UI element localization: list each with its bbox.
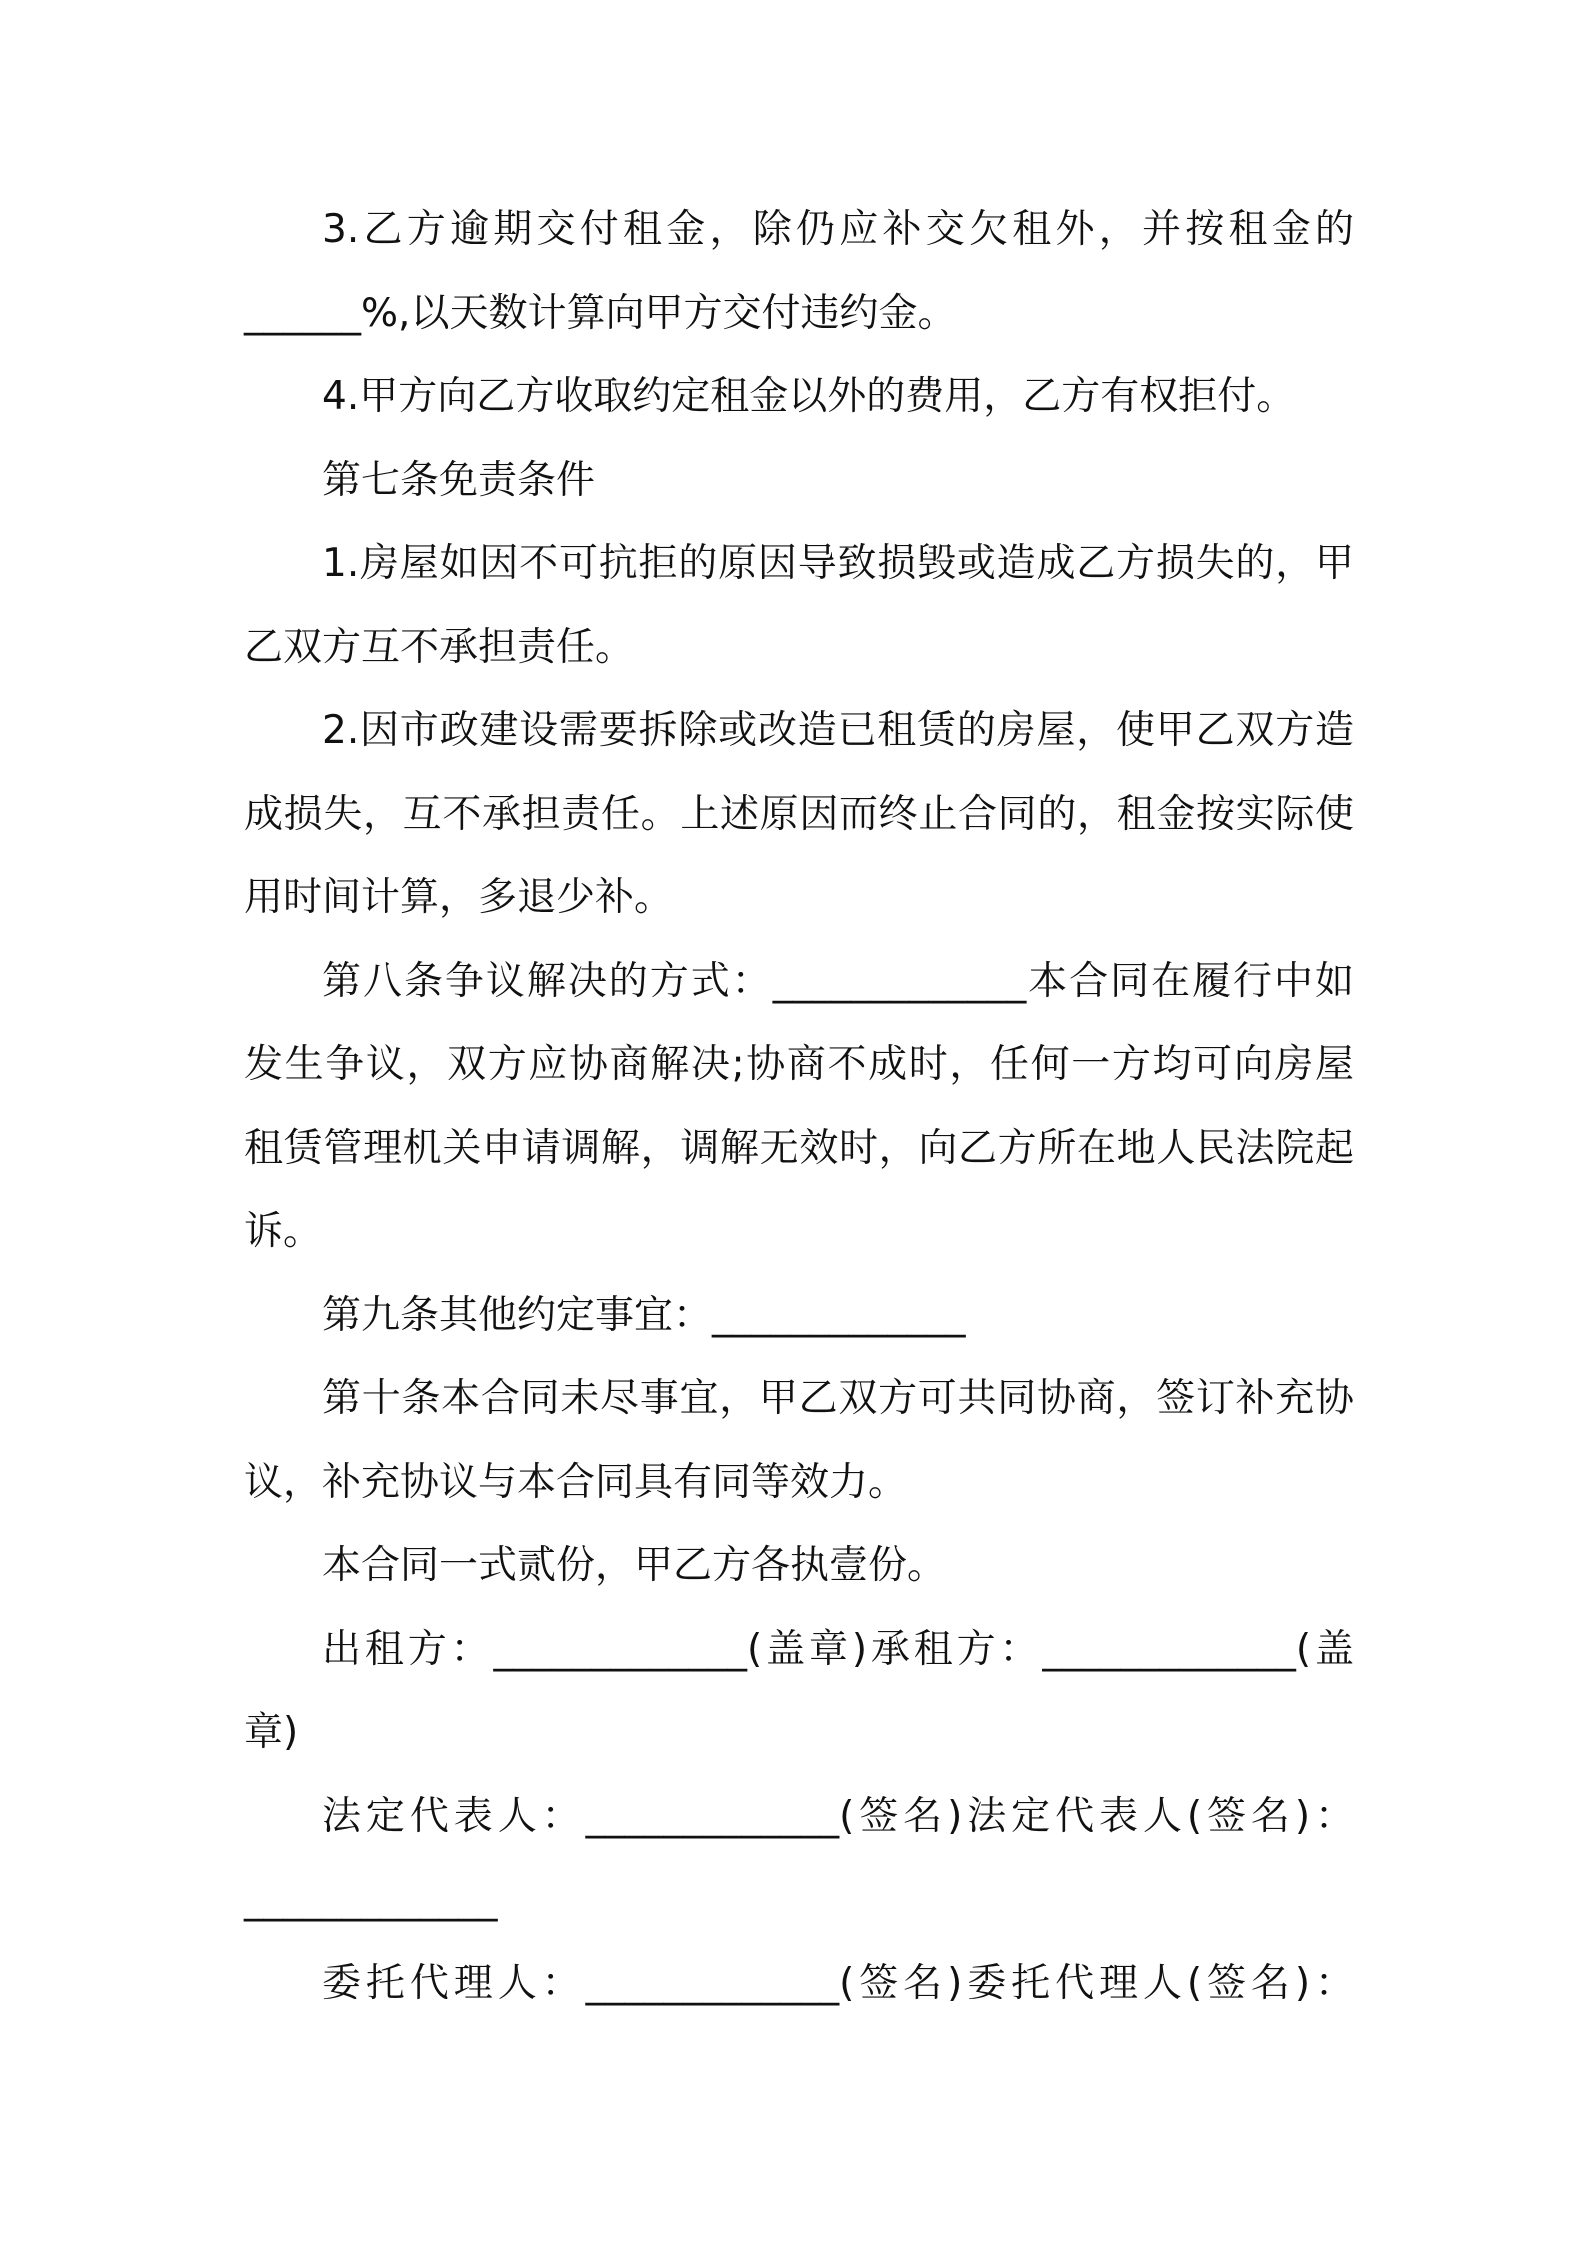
authorized-agent-signature-line-1: 委托代理人：_____________(签名)委托代理人(签名)： [322,1960,1354,2006]
item-4-extra-fee-line-1: 4.甲方向乙方收取约定租金以外的费用，乙方有权拒付。 [322,374,1296,419]
paragraph-legal-representative-signature [244,1775,1354,1942]
item-3-late-rent-line-2: ______%,以天数计算向甲方交付违约金。 [244,290,957,336]
paragraph-article-9-other-matters [244,1274,1354,1358]
paragraph-article-7-item-1 [244,522,1354,689]
paragraph-lessor-lessee-seal [244,1608,1354,1775]
paragraph-article-7-heading [244,439,1354,523]
item-3-late-rent-line-1: 3.乙方逾期交付租金，除仍应补交欠租外，并按租金的 [322,207,1354,252]
lessor-lessee-seal-line-2: 章) [244,1710,299,1755]
article-10-supplement-line-2: 议，补充协议与本合同具有同等效力。 [244,1459,908,1505]
article-8-dispute-line-1: 第八条争议解决的方式：_____________本合同在履行中如 [322,958,1354,1004]
paragraph-article-7-item-2 [244,689,1354,940]
article-10-supplement-line-1: 第十条本合同未尽事宜，甲乙双方可共同协商，签订补充协 [322,1376,1354,1421]
paragraph-copies-statement [244,1524,1354,1608]
article-7-item-1-line-1: 1.房屋如因不可抗拒的原因导致损毁或造成乙方损失的，甲 [322,541,1354,586]
paragraph-article-10-supplement [244,1357,1354,1524]
article-7-heading: 第七条免责条件 [322,457,596,503]
paragraph-article-8-dispute [244,940,1354,1274]
legal-representative-signature-line-1: 法定代表人：_____________(签名)法定代表人(签名)： [322,1793,1354,1839]
copies-statement-line-1: 本合同一式贰份，甲乙方各执壹份。 [322,1543,947,1588]
article-9-other-matters-line-1: 第九条其他约定事宜：_____________ [322,1292,966,1338]
article-7-item-2-line-3: 用时间计算，多退少补。 [244,875,674,920]
article-8-dispute-line-2: 发生争议，双方应协商解决;协商不成时，任何一方均可向房屋 [244,1042,1354,1087]
article-8-dispute-line-3: 租赁管理机关申请调解，调解无效时，向乙方所在地人民法院起 [244,1125,1354,1171]
paragraph-item-3-late-rent [244,188,1354,355]
document-body [244,188,1354,2025]
paragraph-authorized-agent-signature [244,1942,1354,2026]
article-7-item-2-line-1: 2.因市政建设需要拆除或改造已租赁的房屋，使甲乙双方造 [322,708,1354,753]
lessor-lessee-seal-line-1: 出租方：_____________(盖章)承租方：_____________(盖 [322,1626,1354,1672]
legal-representative-signature-line-2: _____________ [244,1877,498,1922]
article-8-dispute-line-4: 诉。 [244,1209,323,1254]
paragraph-item-4-extra-fee [244,355,1354,439]
article-7-item-1-line-2: 乙双方互不承担责任。 [244,624,635,670]
article-7-item-2-line-2: 成损失，互不承担责任。上述原因而终止合同的，租金按实际使 [244,791,1354,837]
